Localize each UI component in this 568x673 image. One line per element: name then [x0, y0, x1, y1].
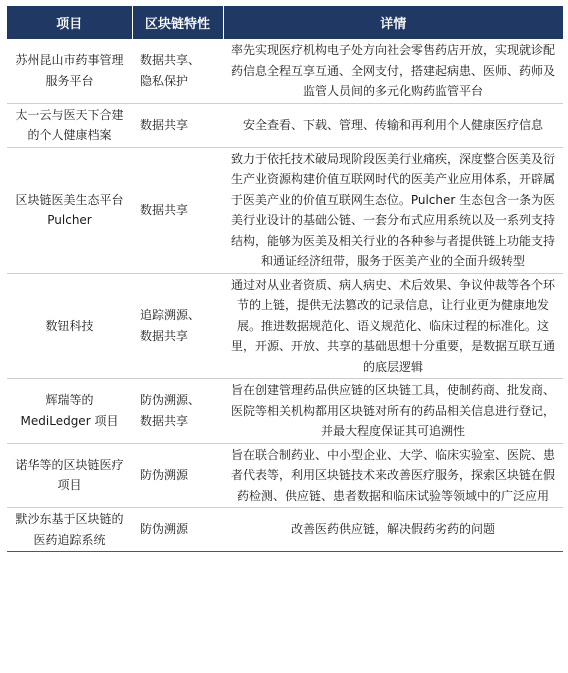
blockchain-features [132, 103, 223, 147]
header-project: 项目 [7, 6, 132, 39]
project-name: 诺华等的区块链医疗项目 [7, 443, 132, 508]
table-row [7, 508, 563, 552]
project-name: 数钮科技 [7, 273, 132, 379]
project-detail: 通过对从业者资质、病人病史、术后效果、争议仲裁等各个环节的上链，提供无法篡改的记录信息，让行业更为健康地发展。推进数据规范化、语义规范化、临床过程的标准化。这里，开源、开放、共享的基础思想十分重要，是数据互联互通的底层逻辑 [223, 273, 563, 379]
project-name: 太一云与医天下合建的个人健康档案 [7, 103, 132, 147]
feature-tag: 防伪溯源 [140, 522, 189, 537]
table-container [7, 6, 563, 552]
header-row [7, 6, 563, 39]
blockchain-features [132, 147, 223, 273]
project-detail: 致力于依托技术破局现阶段医美行业痛疾，深度整合医美及衍生产业资源构建价值互联网时代的医美产业应用体系，开辟属于医美产业的价值互联网生态位。Pulcher 生态包含一条为医美行业设计的基础公链、一套分布式应用系统以及一系列支持结构，能够为医美及相关行业的各种参与者提供链上功能支持和通证经济纽带，服务于医美产业的全面升级转型 [223, 147, 563, 273]
table-row [7, 103, 563, 147]
project-detail: 安全查看、下载、管理、传输和再利用个人健康医疗信息 [223, 103, 563, 147]
project-detail: 率先实现医疗机构电子处方向社会零售药店开放，实现就诊配药信息全程互享互通、全网支付，搭建起病患、医师、药师及监管人员间的多元化购药监管平台 [223, 39, 563, 103]
feature-tag: 防伪溯源、 [140, 393, 201, 408]
table-row [7, 273, 563, 379]
blockchain-features [132, 443, 223, 508]
feature-tag: 追踪溯源、 [140, 308, 201, 323]
blockchain-medical-projects-table [7, 6, 563, 552]
feature-tag: 隐私保护 [140, 73, 189, 88]
blockchain-features [132, 379, 223, 444]
blockchain-features [132, 39, 223, 103]
project-detail: 旨在联合制药业、中小型企业、大学、临床实验室、医院、患者代表等，利用区块链技术来改善医疗服务，探索区块链在假药检测、供应链、患者数据和临床试验等领域中的广泛应用 [223, 443, 563, 508]
project-name: 默沙东基于区块链的医药追踪系统 [7, 508, 132, 552]
table-row [7, 379, 563, 444]
project-name: 辉瑞等的 MediLedger 项目 [7, 379, 132, 444]
feature-tag: 数据共享 [140, 328, 189, 343]
blockchain-features [132, 273, 223, 379]
header-details: 详情 [223, 6, 563, 39]
table-row [7, 443, 563, 508]
feature-tag: 防伪溯源 [140, 468, 189, 482]
feature-tag: 数据共享 [140, 413, 189, 428]
header-blockchain-features: 区块链特性 [132, 6, 223, 39]
blockchain-features [132, 508, 223, 552]
project-name: 区块链医美生态平台 Pulcher [7, 147, 132, 273]
table-body [7, 39, 563, 552]
project-name: 苏州昆山市药事管理服务平台 [7, 39, 132, 103]
feature-tag: 数据共享、 [140, 53, 201, 68]
table-row [7, 39, 563, 103]
table-row [7, 147, 563, 273]
feature-tag: 数据共享 [140, 117, 189, 132]
table-header [7, 6, 563, 39]
project-detail: 旨在创建管理药品供应链的区块链工具，使制药商、批发商、医院等相关机构都用区块链对所有的药品相关信息进行登记，并最大程度保证其可追溯性 [223, 379, 563, 444]
feature-tag: 数据共享 [140, 202, 189, 217]
project-detail: 改善医药供应链，解决假药劣药的问题 [223, 508, 563, 552]
